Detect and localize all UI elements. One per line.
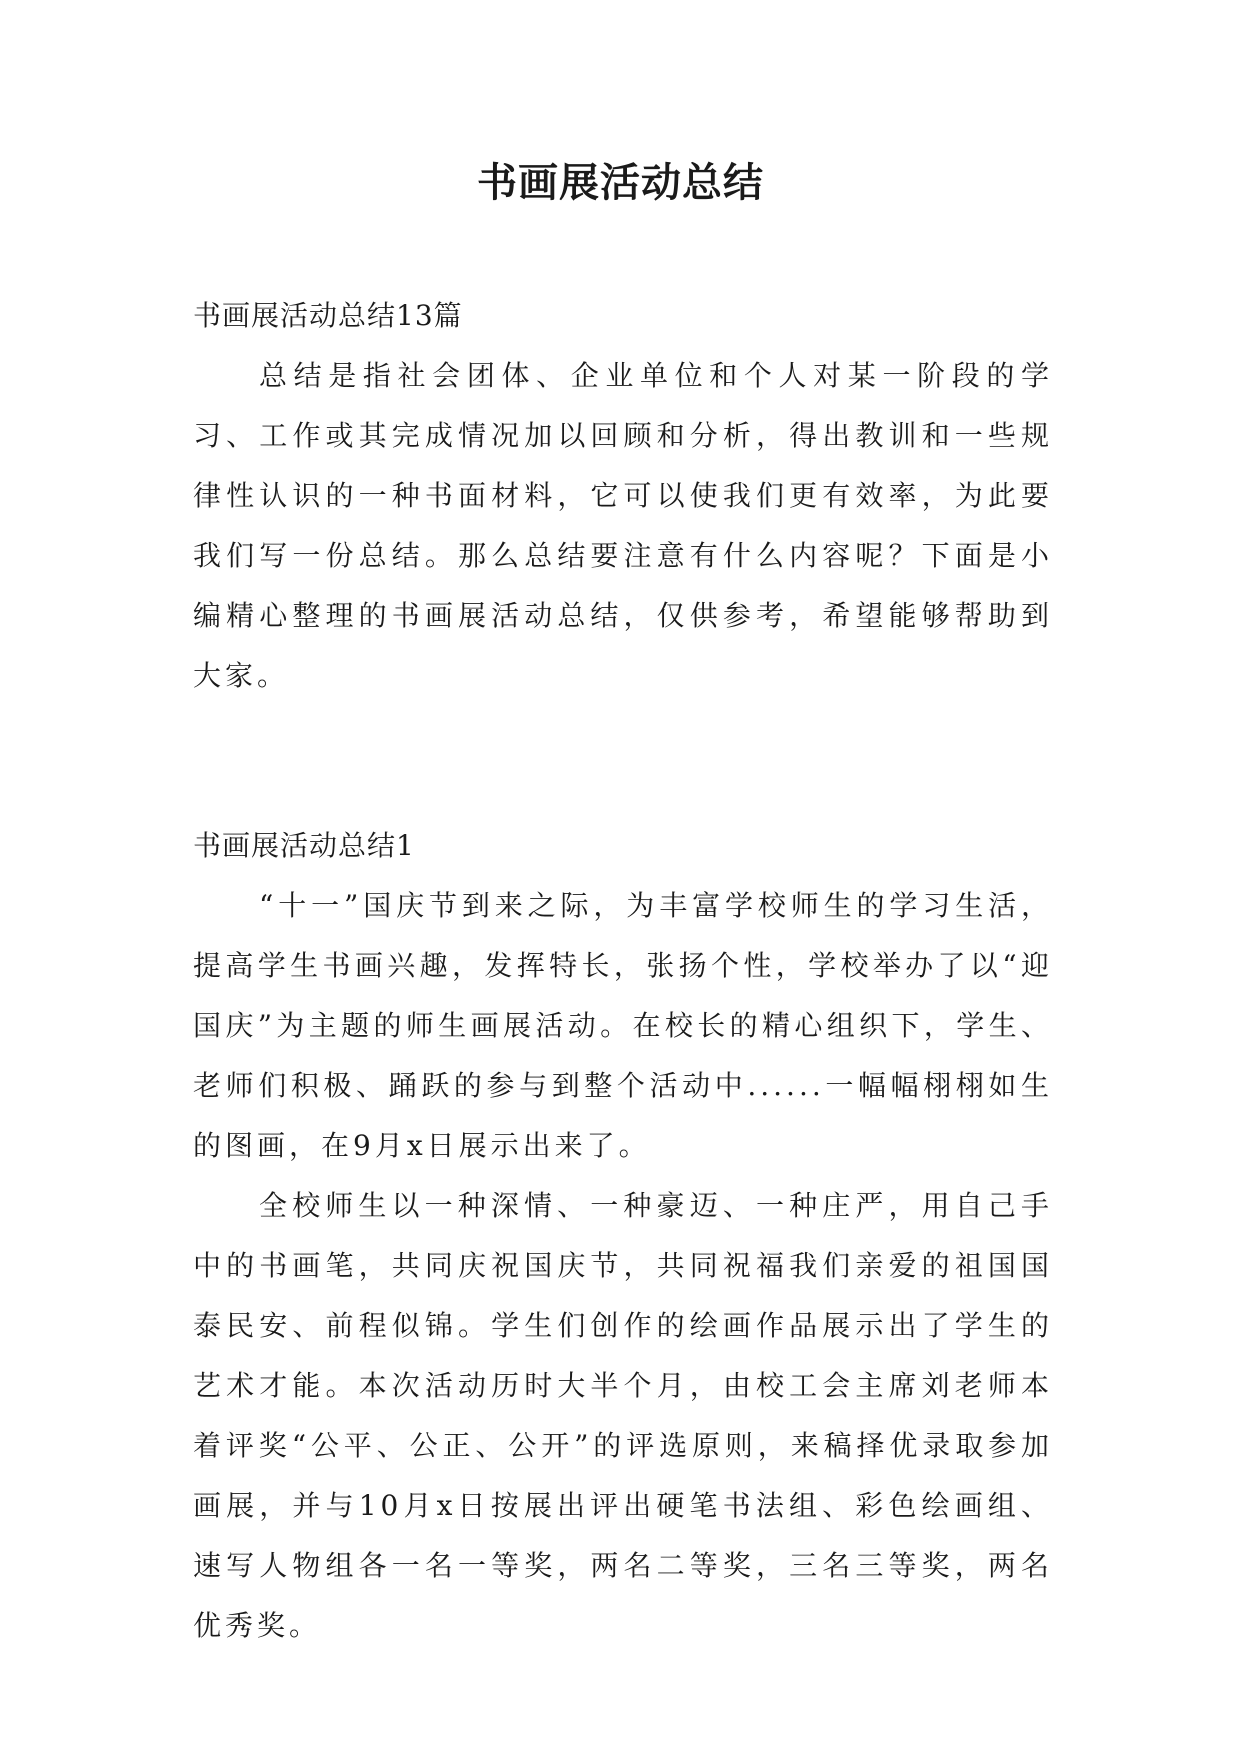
- intro-heading: 书画展活动总结13篇: [193, 299, 463, 332]
- intro-paragraph: 总结是指社会团体、企业单位和个人对某一阶段的学习、工作或其完成情况加以回顾和分析，得出教训和一些规律性认识的一种书面材料，它可以使我们更有效率，为此要我们写一份总结。那么总结要注意有什么内容呢？下面是小编精心整理的书画展活动总结，仅供参考，希望能够帮助到大家。: [193, 359, 1053, 692]
- section1-heading: 书画展活动总结1: [193, 829, 415, 862]
- section-spacer: [193, 706, 1053, 816]
- document-title: 书画展活动总结: [477, 159, 764, 206]
- document-body: [193, 286, 1053, 1656]
- section1-paragraph-2: 全校师生以一种深情、一种豪迈、一种庄严，用自己手中的书画笔，共同庆祝国庆节，共同祝福我们亲爱的祖国国泰民安、前程似锦。学生们创作的绘画作品展示出了学生的艺术才能。本次活动历时大半个月，由校工会主席刘老师本着评奖“公平、公正、公开”的评选原则，来稿择优录取参加画展，并与10月x日按展出评出硬笔书法组、彩色绘画组、速写人物组各一名一等奖，两名二等奖，三名三等奖，两名优秀奖。: [193, 1189, 1053, 1642]
- section1-paragraph-1: “十一”国庆节到来之际，为丰富学校师生的学习生活，提高学生书画兴趣，发挥特长，张扬个性，学校举办了以“迎国庆”为主题的师生画展活动。在校长的精心组织下，学生、老师们积极、踊跃的参与到整个活动中......一幅幅栩栩如生的图画，在9月x日展示出来了。: [193, 889, 1053, 1162]
